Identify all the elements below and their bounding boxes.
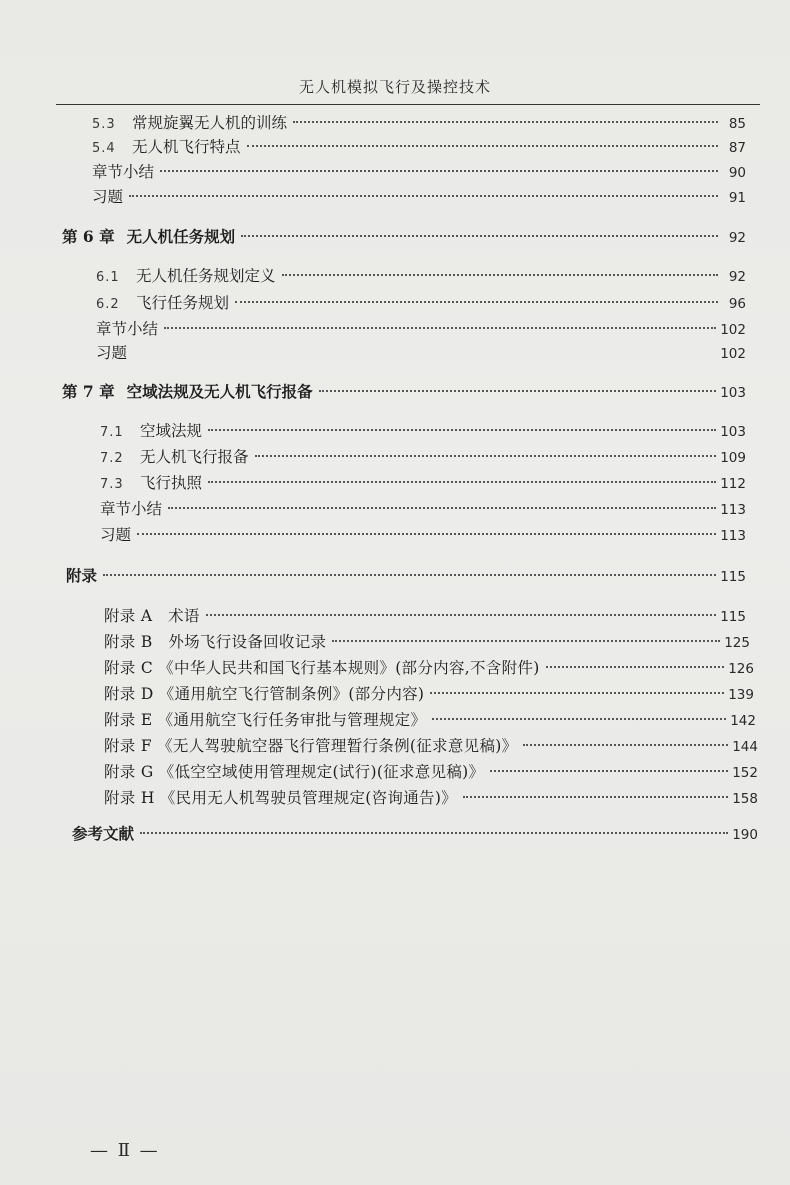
appendix-item-title: 附录 A 术语 bbox=[104, 607, 200, 625]
toc-entry-references[interactable] bbox=[72, 823, 758, 845]
dot-leader bbox=[332, 640, 720, 642]
section-number: 7.3 bbox=[100, 477, 124, 492]
section-title: 章节小结 bbox=[96, 320, 159, 338]
dot-leader bbox=[490, 770, 728, 772]
page-number: 126 bbox=[728, 661, 754, 677]
dot-leader bbox=[546, 666, 725, 668]
running-head: 无人机模拟飞行及操控技术 bbox=[298, 78, 491, 96]
page-number: 102 bbox=[720, 322, 746, 338]
appendix-item-title: 附录 B 外场飞行设备回收记录 bbox=[104, 633, 327, 651]
section-number: 7.1 bbox=[100, 425, 124, 440]
references-title: 参考文献 bbox=[72, 824, 135, 843]
section-title: 章节小结 bbox=[92, 163, 155, 181]
toc-entry-7-2[interactable] bbox=[100, 446, 746, 468]
toc-entry-chapter-7[interactable] bbox=[62, 381, 746, 403]
section-title: 空域法规 bbox=[140, 422, 203, 440]
dot-leader bbox=[430, 692, 724, 694]
dot-leader bbox=[523, 744, 728, 746]
page-number: 139 bbox=[728, 687, 754, 703]
toc-entry-appendix-e[interactable] bbox=[104, 709, 756, 731]
dot-leader bbox=[235, 301, 718, 303]
toc-entry-ch5-summary[interactable] bbox=[92, 161, 746, 183]
toc-entry-appendix-g[interactable] bbox=[104, 761, 758, 783]
section-title: 习题 bbox=[100, 526, 132, 544]
dot-leader bbox=[160, 170, 718, 172]
page-folio: — Ⅱ — bbox=[90, 1140, 160, 1161]
page-number: 103 bbox=[720, 385, 746, 401]
page-number: 158 bbox=[732, 791, 758, 807]
page-number: 112 bbox=[720, 476, 746, 492]
page-number: 115 bbox=[720, 609, 746, 625]
section-title: 无人机飞行报备 bbox=[140, 448, 249, 466]
page-number: 113 bbox=[720, 528, 746, 544]
dot-leader bbox=[463, 796, 728, 798]
section-title: 习题 bbox=[92, 188, 124, 206]
page-number: 190 bbox=[732, 827, 758, 843]
appendix-item-title: 附录 F 《无人驾驶航空器飞行管理暂行条例(征求意见稿)》 bbox=[104, 737, 518, 755]
toc-entry-6-2[interactable] bbox=[96, 292, 746, 314]
dot-leader bbox=[319, 390, 717, 392]
dot-leader bbox=[432, 718, 726, 720]
appendix-title: 附录 bbox=[66, 566, 98, 585]
page-number: 90 bbox=[728, 165, 746, 181]
toc-entry-ch7-summary[interactable] bbox=[100, 498, 746, 520]
dot-leader bbox=[137, 533, 716, 535]
toc-entry-ch5-exercises[interactable] bbox=[92, 186, 746, 208]
toc-entry-7-1[interactable] bbox=[100, 420, 746, 442]
chapter-number: 第 6 章 bbox=[62, 227, 115, 246]
section-title: 飞行任务规划 bbox=[136, 294, 230, 312]
dot-leader bbox=[164, 327, 716, 329]
appendix-item-title: 附录 G 《低空空域使用管理规定(试行)(征求意见稿)》 bbox=[104, 763, 485, 781]
dot-leader bbox=[255, 455, 717, 457]
dot-leader bbox=[206, 614, 716, 616]
page-number: 144 bbox=[732, 739, 758, 755]
section-number: 6.1 bbox=[96, 270, 120, 285]
section-title: 无人机飞行特点 bbox=[132, 138, 241, 156]
chapter-title: 无人机任务规划 bbox=[126, 227, 236, 246]
dot-leader bbox=[208, 429, 716, 431]
dot-leader bbox=[140, 832, 728, 834]
page-number: 92 bbox=[728, 269, 746, 285]
appendix-item-title: 附录 E 《通用航空飞行任务审批与管理规定》 bbox=[104, 711, 427, 729]
toc-entry-ch6-summary[interactable] bbox=[96, 318, 746, 340]
dot-leader bbox=[133, 351, 716, 353]
page-number: 91 bbox=[728, 190, 746, 206]
toc-entry-appendix-b[interactable] bbox=[104, 631, 750, 653]
page-number: 92 bbox=[728, 230, 746, 246]
toc-entry-appendix-a[interactable] bbox=[104, 605, 746, 627]
section-title: 飞行执照 bbox=[140, 474, 203, 492]
dot-leader bbox=[293, 121, 718, 123]
page-number: 125 bbox=[724, 635, 750, 651]
chapter-number: 第 7 章 bbox=[62, 382, 115, 401]
page-number: 115 bbox=[720, 569, 746, 585]
dot-leader bbox=[247, 145, 718, 147]
section-number: 5.3 bbox=[92, 117, 116, 132]
toc-entry-chapter-6[interactable] bbox=[62, 226, 746, 248]
toc-entry-appendix-h[interactable] bbox=[104, 787, 758, 809]
toc-entry-6-1[interactable] bbox=[96, 265, 746, 287]
dot-leader bbox=[168, 507, 716, 509]
appendix-item-title: 附录 D 《通用航空飞行管制条例》(部分内容) bbox=[104, 685, 425, 703]
toc-entry-5-4[interactable] bbox=[92, 136, 746, 158]
section-title: 无人机任务规划定义 bbox=[136, 267, 276, 285]
page-number: 85 bbox=[728, 116, 746, 132]
toc-entry-7-3[interactable] bbox=[100, 472, 746, 494]
dot-leader bbox=[208, 481, 716, 483]
page-number: 87 bbox=[728, 140, 746, 156]
page-number: 142 bbox=[730, 713, 756, 729]
toc-entry-appendix-f[interactable] bbox=[104, 735, 758, 757]
toc-entry-appendix-d[interactable] bbox=[104, 683, 754, 705]
toc-entry-5-3[interactable] bbox=[92, 112, 746, 134]
section-number: 5.4 bbox=[92, 141, 116, 156]
section-title: 习题 bbox=[96, 344, 128, 362]
page-number: 102 bbox=[720, 346, 746, 362]
section-number: 7.2 bbox=[100, 451, 124, 466]
toc-entry-ch7-exercises[interactable] bbox=[100, 524, 746, 546]
page-number: 113 bbox=[720, 502, 746, 518]
toc-entry-ch6-exercises[interactable] bbox=[96, 342, 746, 364]
page-number: 152 bbox=[732, 765, 758, 781]
dot-leader bbox=[103, 574, 716, 576]
dot-leader bbox=[241, 235, 718, 237]
page-number: 109 bbox=[720, 450, 746, 466]
toc-entry-appendix-c[interactable] bbox=[104, 657, 754, 679]
appendix-item-title: 附录 H 《民用无人机驾驶员管理规定(咨询通告)》 bbox=[104, 789, 457, 807]
section-title: 章节小结 bbox=[100, 500, 163, 518]
page-number: 103 bbox=[720, 424, 746, 440]
section-title: 常规旋翼无人机的训练 bbox=[132, 114, 288, 132]
dot-leader bbox=[282, 274, 718, 276]
page-number: 96 bbox=[728, 296, 746, 312]
appendix-item-title: 附录 C 《中华人民共和国飞行基本规则》(部分内容,不含附件) bbox=[104, 659, 540, 677]
section-number: 6.2 bbox=[96, 297, 120, 312]
chapter-title: 空域法规及无人机飞行报备 bbox=[126, 382, 313, 401]
toc-entry-appendix[interactable] bbox=[66, 565, 746, 587]
dot-leader bbox=[129, 195, 718, 197]
